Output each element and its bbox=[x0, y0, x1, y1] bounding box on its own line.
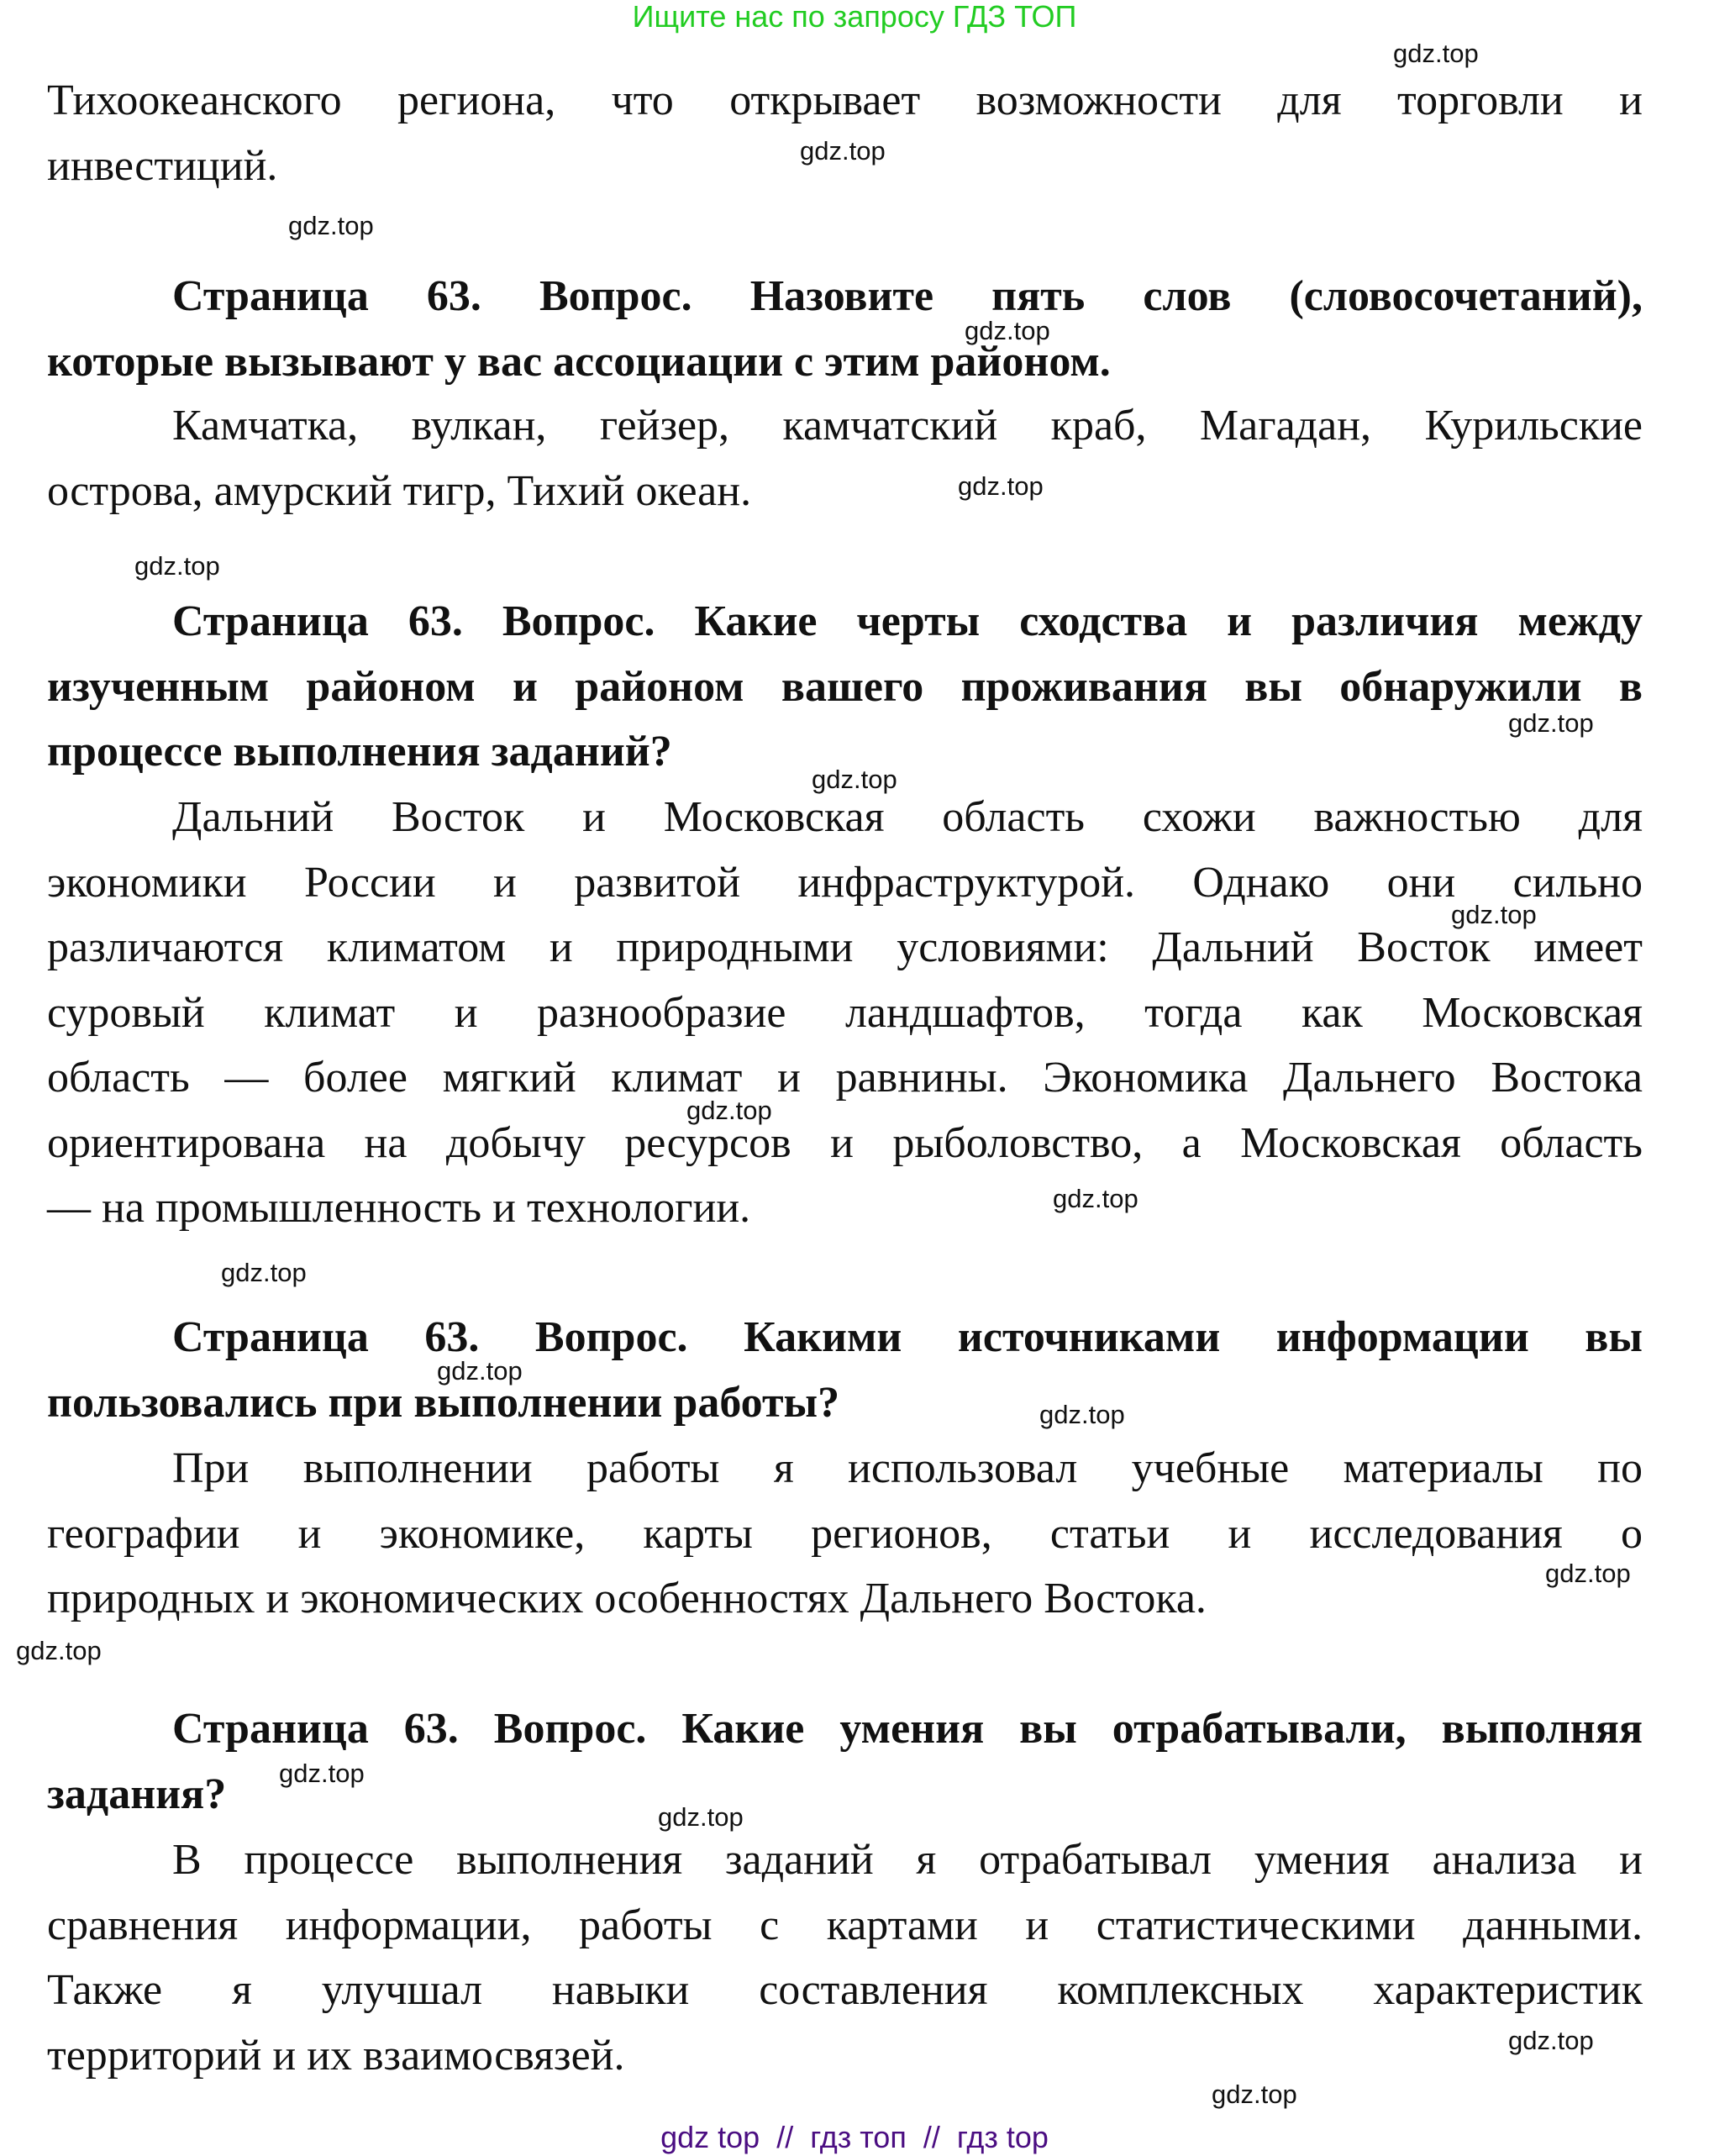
answer-paragraph bbox=[47, 785, 1643, 1241]
watermark: gdz.top bbox=[1212, 2080, 1297, 2109]
watermark: gdz.top bbox=[800, 136, 886, 166]
footer-links: gdz top // гдз топ // гдз top bbox=[660, 2120, 1049, 2154]
watermark: gdz.top bbox=[221, 1258, 307, 1287]
text-line: пользовались при выполнении работы? bbox=[47, 1378, 840, 1427]
text-line: Также я улучшал навыки составления комплексных характеристик bbox=[47, 1966, 1643, 2014]
answer-paragraph bbox=[47, 393, 1643, 523]
text-line: ориентирована на добычу ресурсов и рыболовство, а Московская область bbox=[47, 1118, 1643, 1167]
text-line: Камчатка, вулкан, гейзер, камчатский краб, Магадан, Курильские bbox=[172, 402, 1643, 450]
watermark: gdz.top bbox=[1451, 900, 1537, 929]
watermark: gdz.top bbox=[812, 765, 897, 794]
question-heading bbox=[47, 1305, 1643, 1435]
text-line: экономики России и развитой инфраструктурой. Однако они сильно bbox=[47, 858, 1643, 907]
watermark: gdz.top bbox=[279, 1759, 365, 1788]
watermark: gdz.top bbox=[658, 1802, 744, 1832]
text-line: область — более мягкий климат и равнины. Экономика Дальнего Востока bbox=[47, 1054, 1643, 1102]
text-line: острова, амурский тигр, Тихий океан. bbox=[47, 466, 752, 515]
text-line: географии и экономике, карты регионов, статьи и исследования о bbox=[47, 1509, 1643, 1558]
watermark: gdz.top bbox=[1039, 1400, 1125, 1429]
watermark: gdz.top bbox=[1053, 1184, 1138, 1213]
text-line: Тихоокеанского региона, что открывает возможности для торговли и bbox=[47, 76, 1643, 124]
watermark: gdz.top bbox=[288, 211, 374, 240]
text-line: При выполнении работы я использовал учебные материалы по bbox=[172, 1444, 1643, 1492]
watermark: gdz.top bbox=[686, 1096, 772, 1125]
question-heading bbox=[47, 264, 1643, 394]
text-line: сравнения информации, работы с картами и статистическими данными. bbox=[47, 1901, 1643, 1949]
watermark: gdz.top bbox=[1508, 2026, 1594, 2055]
text-line: которые вызывают у вас ассоциации с этим районом. bbox=[47, 337, 1111, 386]
text-line: различаются климатом и природными условиями: Дальний Восток имеет bbox=[47, 923, 1643, 971]
text-line: В процессе выполнения заданий я отрабатывал умения анализа и bbox=[172, 1836, 1643, 1884]
watermark: gdz.top bbox=[16, 1636, 102, 1665]
text-line: территорий и их взаимосвязей. bbox=[47, 2031, 625, 2080]
text-line: Дальний Восток и Московская область схожи важностью для bbox=[172, 793, 1643, 841]
question-heading bbox=[47, 589, 1643, 785]
text-line: природных и экономических особенностях Дальнего Востока. bbox=[47, 1575, 1207, 1622]
answer-paragraph bbox=[47, 68, 1643, 198]
search-banner: Ищите нас по запросу ГДЗ ТОП bbox=[632, 0, 1077, 34]
text-line: Страница 63. Вопрос. Какие черты сходства и различия между bbox=[172, 597, 1643, 645]
watermark: gdz.top bbox=[437, 1356, 523, 1386]
text-line: — на промышленность и технологии. bbox=[47, 1184, 751, 1232]
text-line: Страница 63. Вопрос. Назовите пять слов (словосочетаний), bbox=[172, 272, 1643, 320]
text-line: процессе выполнения заданий? bbox=[47, 728, 672, 776]
watermark: gdz.top bbox=[1393, 39, 1479, 68]
answer-paragraph bbox=[47, 1827, 1643, 2088]
text-line: задания? bbox=[47, 1769, 227, 1818]
text-line: изученным районом и районом вашего проживания вы обнаружили в bbox=[47, 662, 1643, 711]
text-line: Страница 63. Вопрос. Какие умения вы отрабатывали, выполняя bbox=[172, 1705, 1643, 1753]
watermark: gdz.top bbox=[958, 471, 1044, 501]
watermark: gdz.top bbox=[1545, 1559, 1631, 1588]
text-line: суровый климат и разнообразие ландшафтов, тогда как Московская bbox=[47, 988, 1643, 1037]
watermark: gdz.top bbox=[134, 551, 220, 581]
answer-paragraph bbox=[47, 1436, 1643, 1632]
text-line: Страница 63. Вопрос. Какими источниками информации вы bbox=[172, 1313, 1643, 1361]
watermark: gdz.top bbox=[965, 316, 1050, 345]
text-line: инвестиций. bbox=[47, 141, 278, 190]
watermark: gdz.top bbox=[1508, 708, 1594, 738]
